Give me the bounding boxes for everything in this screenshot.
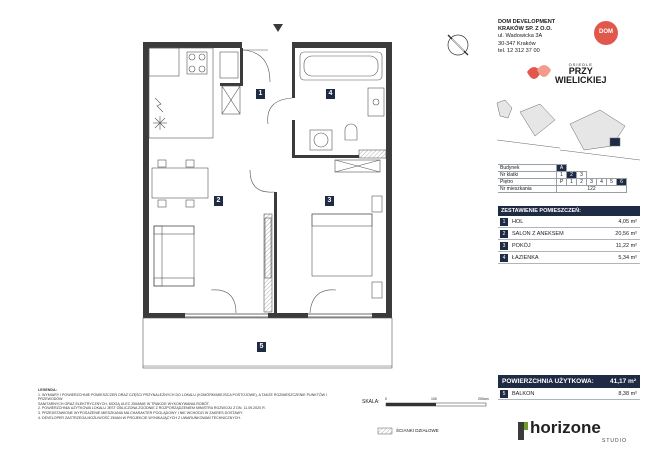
developer-logo-text: DOM [599, 29, 613, 35]
summary-room-area: 4,05 m² [618, 218, 637, 225]
developer-company: KRAKÓW SP. Z O.O. [498, 26, 552, 33]
legend-line: 1. WYMIARY I POWIERZCHNIE POMIESZCZEŃ ORAZ CZĘŚCI PRZYNALEŻNYCH DO LOKALU (KOMÓRKI/MIEJSCA POSTOJOWE), A TAKŻE ROZMIESZCZENIE PUNKTÓW I PRZEWODÓW [38, 392, 327, 402]
legend-line: 3. PRZEDSTAWIONE WYPOSAŻENIE MIESZKANIA MA CHARAKTER POGLĄDOWY I NIE WCHODZI W ZAKRES DOSTAWY. [38, 410, 243, 415]
site-map [497, 100, 640, 160]
north-compass-icon [448, 35, 468, 55]
developer-name: DOM DEVELOPMENT [498, 19, 556, 25]
walls-legend-label: ŚCIANKI DZIAŁOWE [396, 428, 439, 433]
horizone-logo-icon [518, 422, 528, 440]
summary-room-name: POKÓJ [512, 242, 531, 249]
room-label-2: 2 [214, 196, 223, 206]
developer-street: ul. Wadowicka 3A [498, 33, 543, 40]
summary-num: 3 [500, 242, 508, 250]
room-label-1: 1 [256, 89, 265, 99]
info-cell: 1 [557, 172, 567, 179]
balcony [143, 318, 392, 368]
scale-label: SKALA: [362, 399, 380, 405]
interior-walls [220, 48, 359, 313]
balcony-area: 8,38 m² [618, 390, 637, 397]
summary-row [498, 216, 640, 228]
bed [312, 196, 382, 298]
info-cell: 1 [567, 179, 577, 186]
info-cell: 6 [617, 179, 627, 186]
partition-wall [359, 150, 386, 158]
project-line3: WIELICKIEJ [555, 75, 607, 85]
dining-table [152, 160, 208, 207]
legend-line: SANITARNYCH ORAZ ELEKTRYCZNYCH, MOGĄ ULEC ZMIANIE W TRAKCIE WYKONYWANIA ROBÓT. [38, 401, 210, 406]
legend-title: LEGENDA: [38, 388, 57, 392]
legend-line: 4. DEVELOPER ZASTRZEGA MOŻLIWOŚĆ ZMIAN W PROJEKCIE WYNIKAJĄCYCH Z UWARUNKOWAŃ TECHNICZNYCH. [38, 415, 241, 420]
summary-num: 4 [500, 254, 508, 262]
info-label: Piętro [498, 179, 557, 186]
scale-tick-0: 0 [385, 397, 387, 401]
info-cell: A [557, 165, 567, 172]
room-label-4: 4 [326, 89, 335, 99]
developer-phone: tel. 12 312 37 00 [498, 47, 540, 54]
kitchen-counter [149, 48, 240, 138]
info-label: Budynek [498, 165, 557, 172]
balcony-row [498, 388, 640, 400]
scale-tick-100: 100 [431, 397, 437, 401]
summary-room-name: SALON Z ANEKSEM [512, 230, 564, 237]
doors [211, 50, 336, 313]
rooms-summary [498, 206, 640, 264]
info-cell: 3 [577, 172, 587, 179]
brand-sub: STUDIO [602, 438, 627, 444]
developer-info [498, 19, 555, 55]
info-cell: 122 [557, 186, 627, 193]
info-cell: 3 [587, 179, 597, 186]
summary-room-area: 5,34 m² [618, 254, 637, 261]
scale-bar [386, 403, 486, 406]
info-cell: P [557, 179, 567, 186]
info-label: Nr mieszkania [498, 186, 557, 193]
info-label: Nr klatki [498, 172, 557, 179]
summary-row [498, 228, 640, 240]
legend-line: 2. POWIERZCHNIA UŻYTKOWA LOKALU JEST OBLICZONA ZGODNIE Z ROZPORZĄDZENIEM MINISTRA ROZWOJU Z DN. 11.09.2020 R. [38, 406, 266, 411]
info-row-floor [498, 179, 627, 186]
walls-legend-swatch [378, 428, 392, 434]
scale-tick-200: 200cm [478, 397, 489, 401]
info-cell: 2 [567, 172, 577, 179]
total-area-value: 41,17 m² [609, 378, 636, 385]
room-label-3: 3 [325, 196, 334, 206]
brand-name: horizone [530, 418, 601, 437]
summary-row [498, 240, 640, 252]
project-logo-icon [527, 65, 551, 79]
summary-room-area: 11,22 m² [615, 242, 637, 249]
sofa [154, 226, 194, 286]
room-label-5: 5 [257, 342, 266, 352]
project-line2: PRZY [568, 66, 593, 76]
balcony-name: BALKON [512, 390, 535, 397]
info-row-apartment [498, 186, 627, 193]
project-name [555, 62, 607, 85]
summary-room-area: 20,56 m² [615, 230, 637, 237]
info-row-stair [498, 172, 627, 179]
total-area-label: POWIERZCHNIA UŻYTKOWA: [502, 378, 594, 385]
total-area-bar [498, 375, 640, 388]
summary-room-name: HOL [512, 218, 524, 225]
summary-header: ZESTAWIENIE POMIESZCZEŃ: [498, 206, 640, 216]
legend [38, 388, 338, 420]
info-cell: 4 [597, 179, 607, 186]
summary-row [498, 252, 640, 264]
summary-num: 1 [500, 218, 508, 226]
info-cell: 5 [607, 179, 617, 186]
entrance-marker-icon [273, 24, 283, 32]
summary-num: 2 [500, 230, 508, 238]
balcony-num: 5 [500, 390, 508, 398]
developer-city: 30-347 Kraków [498, 40, 536, 47]
info-cell: 2 [577, 179, 587, 186]
info-table [498, 164, 628, 193]
info-row-building [498, 165, 627, 172]
summary-room-name: ŁAZIENKA [512, 254, 539, 261]
project-line1: OSIEDLE [568, 62, 593, 67]
